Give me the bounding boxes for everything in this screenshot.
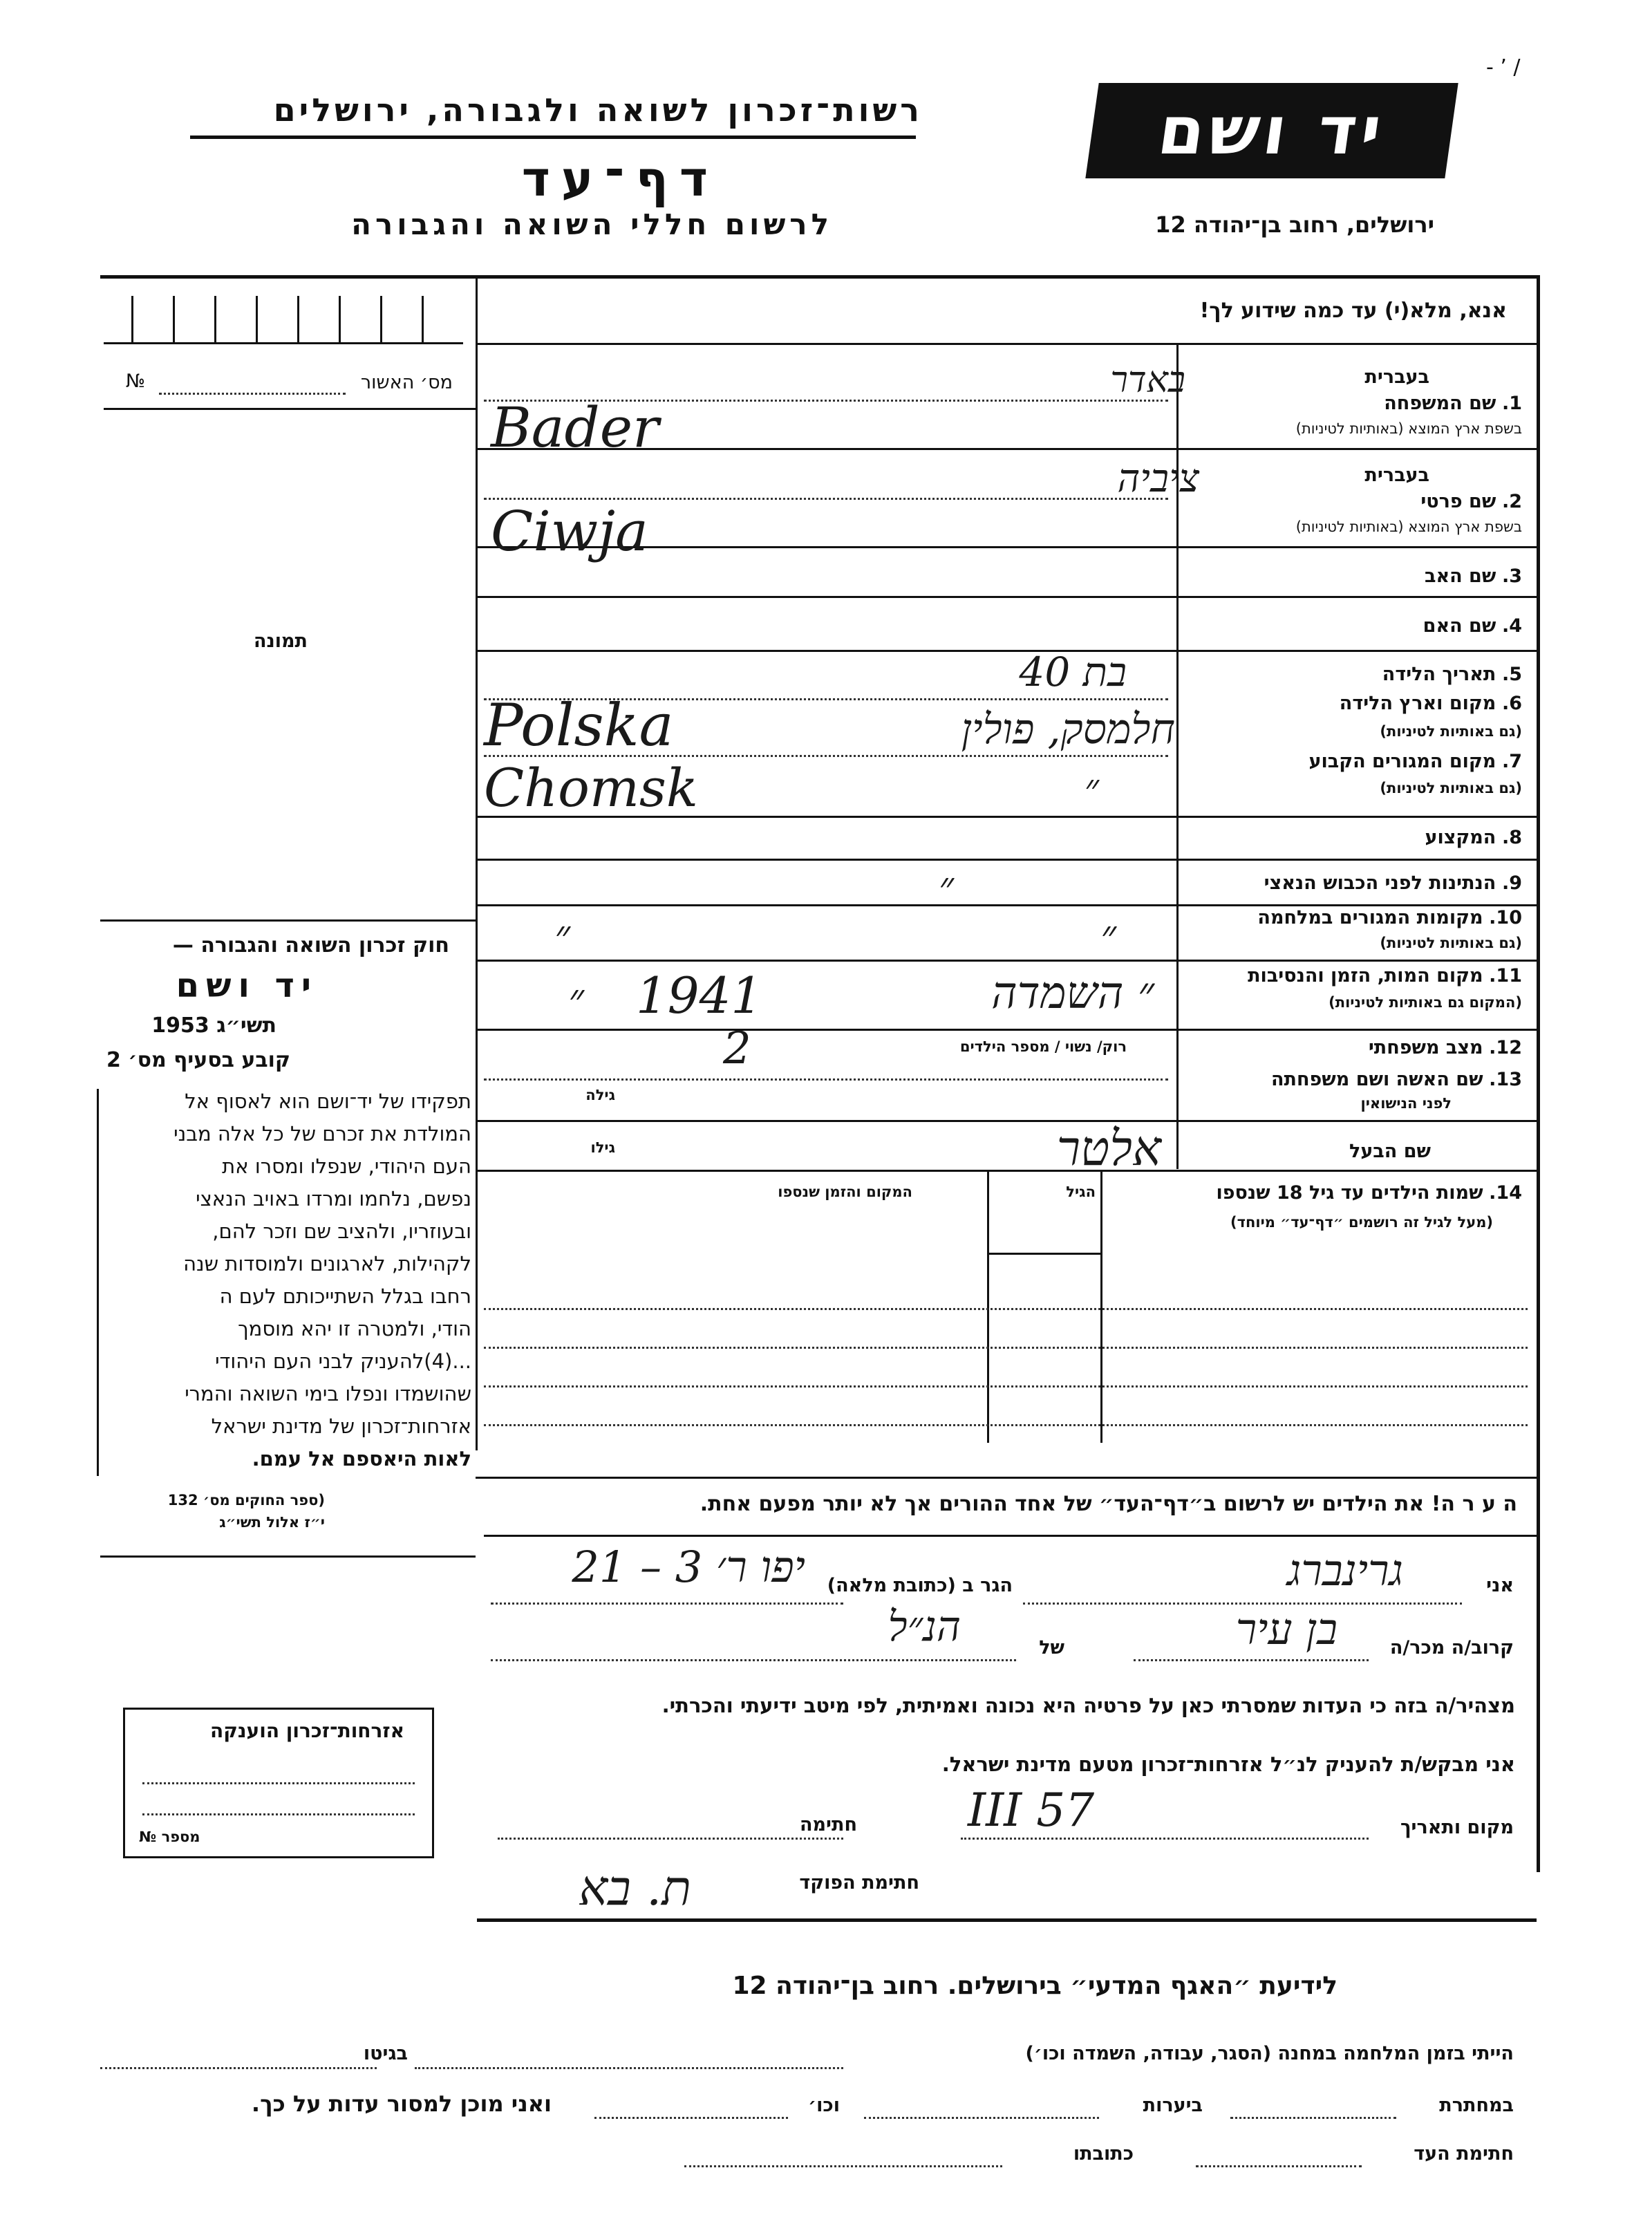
f3-label xyxy=(1425,566,1522,587)
law-line: נפשם, נלחמו ומרדו באויב הנאצי xyxy=(196,1187,471,1211)
f13-num: 13. xyxy=(1489,1069,1522,1090)
approval-number-label: מס׳ האשור xyxy=(360,372,453,393)
f14-col-line-2 xyxy=(987,1170,989,1443)
f2-hebrew-tag: בעברית xyxy=(1364,465,1429,486)
f9-label-text: הנתינות לפני הכבוש הנאצי xyxy=(1264,872,1496,894)
right-frame-line xyxy=(1537,275,1540,1872)
f7-value-hebrew[interactable]: ״ xyxy=(1084,766,1099,811)
f2-value-latin[interactable]: Ciwja xyxy=(491,499,648,563)
law-line: ובעוזריו, ולהציב שם וזכר להם, xyxy=(212,1220,471,1243)
citizenship-title: אזרחות־זכרון הוענקה xyxy=(210,1719,404,1742)
husband-age-label: גילו xyxy=(590,1139,615,1156)
law-line: רחבו בגלל השתייכותם לעם ה xyxy=(219,1284,471,1308)
citizenship-box xyxy=(123,1708,434,1858)
bottom-line3-blank-b[interactable] xyxy=(684,2165,1002,2167)
f14-row-3[interactable] xyxy=(484,1385,1528,1388)
approval-number-line[interactable] xyxy=(159,393,346,395)
left-bottom-line xyxy=(100,1555,476,1558)
row-line-4 xyxy=(476,650,1537,652)
f2-sublabel: בשפת ארץ המוצא (באותיות לטיניות) xyxy=(1295,518,1522,535)
declaration-text: מצהיר/ה בזה כי העדות שמסרתי כאן על פרטיה היא נכונה ואמיתית, לפי מיטב ידיעתי והכרתי. xyxy=(661,1694,1515,1717)
signature-label: חתימה xyxy=(799,1814,857,1835)
f6-value-latin[interactable]: Polska xyxy=(484,691,674,759)
photo-label: תמונה xyxy=(253,630,308,652)
f4-num: 4. xyxy=(1501,615,1522,637)
law-year: תשי״ג 1953 xyxy=(151,1013,276,1038)
f1-value-hebrew[interactable]: באדר xyxy=(1110,359,1185,401)
f1-label xyxy=(1384,393,1522,414)
remark-line xyxy=(484,1535,1537,1537)
bottom-line2-etc: וכו׳ xyxy=(808,2095,840,2116)
f10-sublabel: (גם באותיות לטיניות) xyxy=(1380,935,1522,951)
top-instruction: אנא, מלא(י) עד כמה שידוע לך! xyxy=(1199,299,1507,323)
f8-label-text: המקצוע xyxy=(1425,827,1496,848)
f14-bottom-line xyxy=(476,1477,1537,1479)
relation-value[interactable]: בן עיר xyxy=(1235,1604,1337,1654)
bottom-line2-blank-c[interactable] xyxy=(594,2117,788,2119)
row-line-8 xyxy=(476,960,1537,962)
f14-col-place: המקום והזמן שנספו xyxy=(778,1184,912,1200)
f1-label-text: שם המשפחה xyxy=(1384,393,1496,414)
relative-label: קרוב/ה מכר/ה xyxy=(1389,1637,1514,1659)
officer-signature-label: חתימת הפוקד xyxy=(799,1872,919,1894)
row-line-6 xyxy=(476,859,1537,861)
bottom-line3-blank-a[interactable] xyxy=(1196,2165,1362,2167)
f2-label-text: שם פרטי xyxy=(1420,491,1496,512)
note-divider xyxy=(476,343,1537,345)
law-line: תפקידו של יד־ושם הוא לאסוף אל xyxy=(185,1090,471,1113)
declarant-address[interactable]: יפו ר׳ 3 – 21 xyxy=(572,1542,805,1592)
f5-num: 5. xyxy=(1501,664,1522,685)
approval-comb xyxy=(104,296,463,344)
f6-label-text: מקום וארץ הלידה xyxy=(1339,693,1496,714)
law-name: יד ושם xyxy=(176,966,318,1005)
f12-label-text: מצב משפחתי xyxy=(1368,1037,1483,1058)
law-text-left-border xyxy=(97,1089,99,1476)
f4-label xyxy=(1423,615,1522,637)
f2-label xyxy=(1420,491,1522,512)
bottom-heading: לידיעת ״האגף המדעי״ בירושלים. רחוב בן־יהודה 12 xyxy=(732,1972,1337,2000)
f12-options: רוק/ נשוי / מספר הילדים xyxy=(959,1038,1127,1055)
place-date-line[interactable] xyxy=(961,1838,1369,1840)
yad-vashem-logo: יד ושם xyxy=(1085,83,1458,178)
f6-sublabel: (גם באותיות לטיניות) xyxy=(1380,723,1522,740)
of-value[interactable]: הנ״ל xyxy=(888,1603,961,1651)
f14-label xyxy=(1217,1182,1523,1204)
bottom-line1-ghetto: בגיטו xyxy=(363,2043,408,2064)
f7-value-latin[interactable]: Chomsk xyxy=(484,757,698,819)
law-footnote-1: (ספר החוקים מס׳ 132 xyxy=(167,1492,325,1508)
declarant-name[interactable]: גרינברג xyxy=(1286,1545,1403,1596)
f14-row-4[interactable] xyxy=(484,1424,1528,1426)
f10-label xyxy=(1257,907,1522,928)
f1-hebrew-tag: בעברית xyxy=(1364,366,1429,388)
f13-dotted xyxy=(484,1078,1168,1081)
form-left-border xyxy=(476,275,478,1450)
f9-num: 9. xyxy=(1501,872,1522,894)
f7-sublabel: (גם באותיות לטיניות) xyxy=(1380,780,1522,796)
request-text: אני מבקש/ת להעניק לנ״ל אזרחות־זכרון מטעם מדינת ישראל. xyxy=(941,1753,1515,1776)
row-line-7 xyxy=(476,904,1537,906)
form-title: דף־עד xyxy=(521,151,719,207)
f11-value-year[interactable]: 1941 xyxy=(636,966,763,1025)
law-line: לקהילות, לארגונים ולמוסדות שנה xyxy=(183,1252,471,1276)
signature-line[interactable] xyxy=(498,1838,843,1840)
authority-underline xyxy=(190,136,916,139)
f11-sublabel: (המקום גם באותיות לטיניות) xyxy=(1329,994,1522,1011)
citizenship-number-label: מספר № xyxy=(139,1829,200,1845)
header-address: ירושלים, רחוב בן־יהודה 12 xyxy=(1155,212,1434,238)
approval-no-symbol: № xyxy=(126,371,146,392)
law-line: המולדת את זכרם של כל אלה מבני xyxy=(173,1122,471,1146)
f12-num: 12. xyxy=(1489,1037,1522,1058)
f3-label-text: שם האב xyxy=(1424,566,1496,587)
f11-label-text: מקום המות, הזמן והנסיבות xyxy=(1248,965,1483,987)
law-title: חוק זכרון השואה והגבורה — xyxy=(172,933,449,957)
bottom-line2-blank-b[interactable] xyxy=(864,2117,1099,2119)
law-divider xyxy=(100,919,476,922)
husband-label: שם הבעל xyxy=(1349,1141,1431,1162)
f14-col-age: הגיל xyxy=(1066,1184,1096,1200)
bottom-line1-blank-b[interactable] xyxy=(100,2067,377,2069)
officer-signature[interactable]: ת. בא xyxy=(579,1860,691,1916)
law-text-block xyxy=(98,1085,471,1475)
bottom-line2-underground: במחתרת xyxy=(1439,2095,1514,2116)
law-line: שהושמדו ונפלו בימי השואה והמרי xyxy=(185,1382,471,1405)
f1-num: 1. xyxy=(1501,393,1522,414)
f14-num: 14. xyxy=(1489,1182,1522,1204)
f2-value-hebrew[interactable]: ציביה xyxy=(1117,456,1199,501)
declarant-section-bottom xyxy=(477,1918,1537,1922)
f14-row-1[interactable] xyxy=(484,1308,1528,1310)
row-line-10 xyxy=(476,1120,1537,1122)
f5-value[interactable]: בת 40 xyxy=(1019,648,1127,695)
husband-value[interactable]: אלטר xyxy=(1056,1120,1161,1177)
f7-num: 7. xyxy=(1501,751,1522,772)
f2-num: 2. xyxy=(1501,491,1522,512)
left-divider xyxy=(104,408,476,410)
f12-value[interactable]: 2 xyxy=(723,1023,751,1074)
f10-value-a[interactable]: ״ xyxy=(554,911,570,960)
f11-num: 11. xyxy=(1489,965,1522,987)
f13-age-label: גילה xyxy=(585,1087,615,1103)
f10-value-b[interactable]: ״ xyxy=(1100,911,1116,960)
f5-label-text: תאריך הלידה xyxy=(1382,664,1496,685)
f12-label xyxy=(1369,1037,1522,1058)
declarant-address-line[interactable] xyxy=(491,1603,843,1605)
f7-label-text: מקום המגורים הקבוע xyxy=(1308,751,1496,772)
row-line-9 xyxy=(476,1029,1537,1031)
top-frame-line xyxy=(100,275,1538,279)
f6-num: 6. xyxy=(1501,693,1522,714)
form-subtitle: לרשום חללי השואה והגבורה xyxy=(351,207,833,241)
bottom-witness-signature: חתימת העד xyxy=(1414,2143,1514,2165)
f9-value[interactable]: ״ xyxy=(938,863,954,910)
bottom-line1-blank-a[interactable] xyxy=(415,2067,843,2069)
law-line: הודי, ולמטרה זו יהא מוסמך xyxy=(238,1317,471,1340)
f1-sublabel: בשפת ארץ המוצא (באותיות לטיניות) xyxy=(1295,420,1522,437)
f11-label xyxy=(1248,965,1522,987)
f6-label xyxy=(1340,693,1522,714)
place-date-label: מקום ותאריך xyxy=(1400,1817,1514,1838)
law-line: ...(4)להעניק לבני העם היהודי xyxy=(215,1349,471,1373)
bottom-line1-camp: הייתי בזמן המלחמה במחנה (הסגר, עבודה, השמדה וכו׳) xyxy=(1025,2043,1514,2064)
of-line[interactable] xyxy=(491,1659,1016,1661)
law-line: העם היהודי, שנפלו ומסרו את xyxy=(222,1155,471,1178)
f1-value-latin[interactable]: Bader xyxy=(491,395,659,460)
declarant-resides-label: הגר ב (כתובת מלאה) xyxy=(827,1575,1013,1596)
f8-label xyxy=(1425,827,1522,848)
f14-col-line-1 xyxy=(1100,1170,1102,1443)
f14-sublabel: (מעל לגיל זה רושמים ״דף־עד״ מיוחד) xyxy=(1230,1214,1493,1231)
f4-label-text: שם האם xyxy=(1423,615,1496,637)
corner-marks: - ʼ / xyxy=(1486,55,1521,80)
law-clause: קובע בסעיף מס׳ 2 xyxy=(106,1048,290,1072)
bottom-line2-testimony: ואני מוכן למסור עדות על כך. xyxy=(251,2091,552,2117)
f13-label xyxy=(1271,1069,1522,1090)
bottom-line2-blank-a[interactable] xyxy=(1230,2117,1396,2119)
f5-label xyxy=(1382,664,1522,685)
bottom-line2-forests: ביערות xyxy=(1143,2095,1203,2116)
f10-label-text: מקומות המגורים במלחמה xyxy=(1257,907,1483,928)
f6-value-hebrew[interactable]: חלמסק, פולין xyxy=(961,705,1175,754)
row-line-3 xyxy=(476,596,1537,598)
law-footnote-2: י״ז אלול תשי״ג xyxy=(219,1514,325,1531)
f11-value-place[interactable]: ״ השמדה xyxy=(991,968,1154,1019)
relation-line[interactable] xyxy=(1134,1659,1369,1661)
f14-label-text: שמות הילדים עד גיל 18 שנספו xyxy=(1216,1182,1483,1204)
f7-label xyxy=(1308,751,1522,772)
authority-title: רשות־זכרון לשואה ולגבורה, ירושלים xyxy=(273,91,923,129)
f10-num: 10. xyxy=(1489,907,1522,928)
f13-label-text: שם האשה ושם משפחתה xyxy=(1271,1069,1483,1090)
place-date-value[interactable]: III 57 xyxy=(968,1784,1095,1837)
bottom-witness-address: כתובתו xyxy=(1073,2143,1134,2165)
law-line: אזרחות־זכרון של מדינת ישראל xyxy=(211,1414,471,1438)
f3-num: 3. xyxy=(1501,566,1522,587)
f13-sublabel: לפני הנישואין xyxy=(1360,1095,1452,1112)
law-line: לאות היאספם אל עמם. xyxy=(252,1447,471,1470)
f14-age-header-line xyxy=(988,1253,1100,1255)
remark: ה ע ר ה! את הילדים יש לרשום ב״דף־העד״ של אחד ההורים אך לא יותר מפעם אחת. xyxy=(700,1492,1517,1516)
declarant-i-label: אני xyxy=(1486,1575,1514,1596)
f9-label xyxy=(1264,872,1522,894)
of-label: של xyxy=(1039,1637,1064,1659)
f11-value-c[interactable]: ״ xyxy=(568,975,584,1023)
f8-num: 8. xyxy=(1501,827,1522,848)
row-line-11 xyxy=(476,1170,1537,1172)
f14-row-2[interactable] xyxy=(484,1347,1528,1349)
